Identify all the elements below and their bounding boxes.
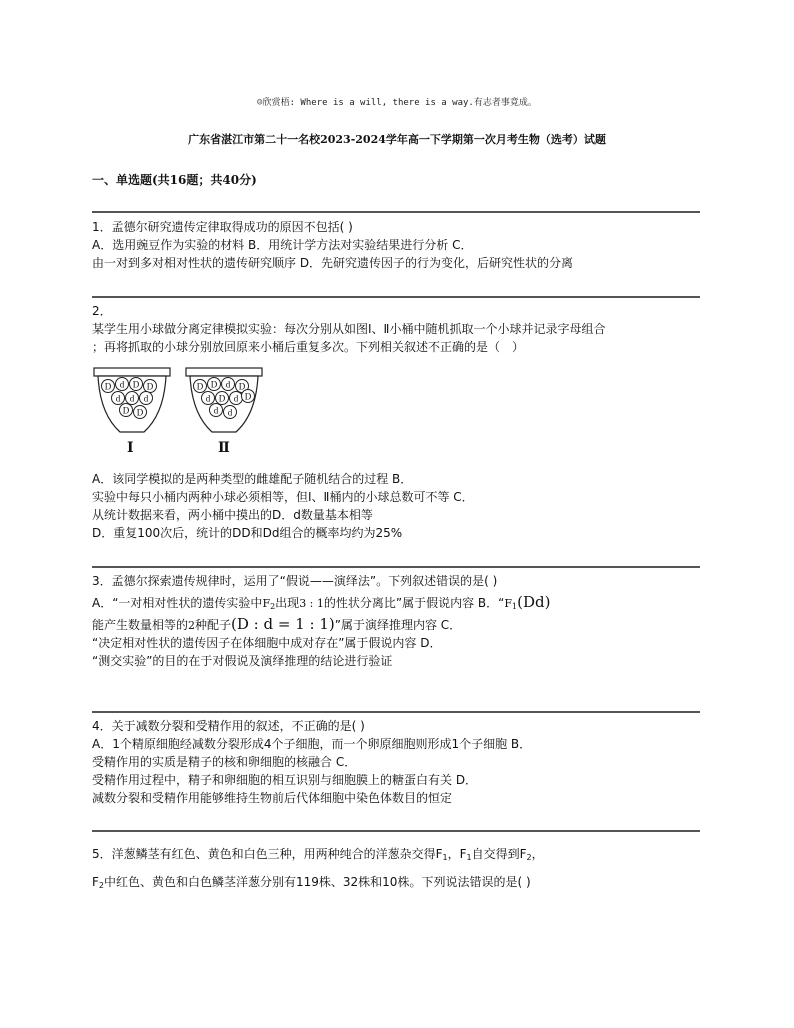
- divider: [92, 296, 700, 298]
- f-letter: F: [504, 597, 513, 610]
- bucket-1-label: Ⅰ: [127, 440, 134, 456]
- bucket-figure: [92, 366, 272, 438]
- generation-number: 2: [526, 853, 532, 862]
- ball-label: d: [205, 393, 211, 404]
- generation-number: 1: [442, 853, 448, 862]
- gamete-ratio: (D : d = 1 : 1): [231, 615, 335, 633]
- question-5-text: 自交得到F: [471, 847, 527, 861]
- question-5-text: 中红色、黄色和白色鳞茎洋葱分别有119株、32株和10株。下列说法错误的是( ): [104, 875, 531, 889]
- question-5-stem-line1: [92, 842, 712, 870]
- divider: [92, 566, 700, 568]
- bucket-2-label: Ⅱ: [218, 440, 230, 456]
- ball-label: D: [146, 381, 154, 392]
- question-1-options-ab: A．选用豌豆作为实验的材料 B．用统计学方法对实验结果进行分析 C．: [92, 238, 473, 252]
- question-2-number: 2．: [92, 304, 112, 318]
- question-5-text: F: [92, 875, 99, 889]
- generation-number: 2: [270, 602, 276, 611]
- f-letter: F: [262, 597, 271, 610]
- question-3-option-a-text: 出现: [275, 596, 300, 610]
- question-3-option-b-text: 种配子: [195, 618, 232, 632]
- ball-label: d: [213, 405, 219, 416]
- question-2-option-a: A．该同学模拟的是两种类型的雌雄配子随机结合的过程 B．: [92, 472, 413, 486]
- question-1: [92, 218, 712, 272]
- question-4-option-a: A．1个精原细胞经减数分裂形成4个子细胞，而一个卵原细胞则形成1个子细胞 B．: [92, 737, 532, 751]
- question-5-text: ，: [531, 847, 544, 861]
- ball-label: D: [196, 381, 204, 392]
- question-2-option-d: D．重复100次后，统计的DD和Dd组合的概率均约为25%: [92, 526, 403, 540]
- divider: [92, 830, 700, 832]
- ball-label: D: [218, 393, 226, 404]
- question-1-stem: 1．孟德尔研究遗传定律取得成功的原因不包括( ): [92, 220, 353, 234]
- bucket-2: [186, 368, 262, 432]
- bucket-1: [94, 368, 170, 432]
- ball-label: D: [132, 379, 140, 390]
- question-2-stem-line1: 某学生用小球做分离定律模拟实验：每次分别从如图Ⅰ、Ⅱ小桶中随机抓取一个小球并记录字母组合: [92, 322, 606, 336]
- question-5-stem-line2: [92, 870, 712, 898]
- divider: [92, 211, 700, 213]
- ball-label: d: [225, 379, 231, 390]
- question-2-option-b: 实验中每只小桶内两种小球必须相等，但Ⅰ、Ⅱ桶内的小球总数可不等 C．: [92, 490, 474, 504]
- ball-label: D: [238, 381, 246, 392]
- ball-label: d: [115, 393, 121, 404]
- question-3-option-c: “决定相对性状的遗传因子在体细胞中成对存在”属于假说内容 D．: [92, 636, 442, 650]
- question-2-options: [92, 470, 712, 542]
- generation-number: 1: [466, 853, 472, 862]
- exam-title: 广东省湛江市第二十一名校2023-2024学年高一下学期第一次月考生物（选考）试题: [188, 133, 606, 146]
- question-5-text: ，F: [447, 847, 467, 861]
- question-4-option-c: 受精作用过程中，精子和卵细胞的相互识别与细胞膜上的糖蛋白有关 D．: [92, 773, 478, 787]
- ball-label: D: [210, 379, 218, 390]
- question-3-stem: 3．孟德尔探索遗传规律时，运用了“假说——演绎法”。下列叙述错误的是( ): [92, 574, 498, 588]
- ball-label: d: [227, 407, 233, 418]
- question-3-option-a-text: A．“一对相对性状的遗传实验中: [92, 596, 263, 610]
- ratio-3-1: 3 : 1: [299, 597, 324, 610]
- ball-label: d: [129, 393, 135, 404]
- f2-symbol: [262, 597, 275, 610]
- question-3-option-a-text: 的性状分离比”属于假说内容 B．“: [323, 596, 505, 610]
- question-2-stem-line2: ；再将抓取的小球分别放回原来小桶后重复多次。下列相关叙述不正确的是（ ）: [92, 340, 525, 354]
- genotype-dd: (Dd): [517, 593, 551, 611]
- question-1-options-cd: 由一对到多对相对性状的遗传研究顺序 D．先研究遗传因子的行为变化，后研究性状的分离: [92, 256, 574, 270]
- question-3-option-d: “测交实验”的目的在于对假说及演绎推理的结论进行验证: [92, 654, 393, 668]
- ball-label: D: [104, 381, 112, 392]
- question-3-option-b-text: ”属于演绎推理内容 C．: [334, 618, 462, 632]
- ball-label: D: [136, 407, 144, 418]
- question-4-option-b: 受精作用的实质是精子的核和卵细胞的核融合 C．: [92, 755, 357, 769]
- question-2: [92, 302, 712, 356]
- question-3-option-b-text: 能产生数量相等的: [92, 618, 189, 632]
- ball-label: d: [119, 379, 125, 390]
- question-3-option-b: [92, 612, 712, 634]
- section-heading: 一、单选题(共16题；共40分): [92, 173, 257, 187]
- question-3-option-a: [92, 590, 712, 612]
- gamete-count: 2: [188, 619, 196, 632]
- question-4-stem: 4．关于减数分裂和受精作用的叙述，不正确的是( ): [92, 719, 365, 733]
- question-5-text: 5．洋葱鳞茎有红色、黄色和白色三种，用两种纯合的洋葱杂交得F: [92, 847, 443, 861]
- question-4-option-d: 减数分裂和受精作用能够维持生物前后代体细胞中染色体数目的恒定: [92, 791, 453, 805]
- question-4: [92, 717, 712, 807]
- question-3: [92, 572, 712, 670]
- question-2-option-c: 从统计数据来看，两小桶中摸出的D．d数量基本相等: [92, 508, 373, 522]
- question-5: [92, 842, 712, 898]
- divider: [92, 711, 700, 713]
- ball-label: D: [244, 391, 252, 402]
- f1-genotype: [504, 593, 551, 611]
- ball-label: D: [122, 405, 130, 416]
- ball-label: d: [143, 393, 149, 404]
- generation-number: 1: [512, 602, 518, 611]
- generation-number: 2: [98, 881, 104, 890]
- page-motto: ☺欣赏梧: Where is a will, there is a way.有志者事竟成。: [257, 98, 537, 108]
- ball-label: d: [233, 393, 239, 404]
